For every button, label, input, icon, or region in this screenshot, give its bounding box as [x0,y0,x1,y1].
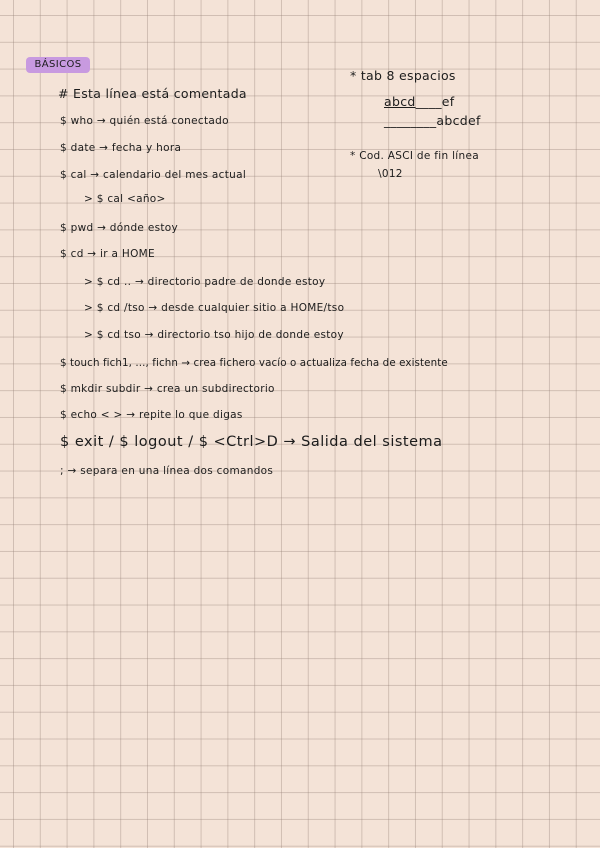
ascii-note: * Cod. ASCI de fin línea [350,150,479,162]
tab-example-1-end: ____ef [415,94,455,109]
cd-line: $ cd → ir a HOME [60,248,155,260]
tab-note: * tab 8 espacios [350,68,456,83]
tab-example-2-start: ________ [384,113,437,128]
exit-line: $ exit / $ logout / $ <Ctrl>D → Salida del sistema [60,434,443,450]
cal-line: $ cal → calendario del mes actual [60,169,247,181]
tab-example-1 [384,96,455,109]
cd-parent-line: > $ cd .. → directorio padre de donde estoy [84,276,326,288]
who-line: $ who → quién está conectado [60,115,229,127]
tab-example-1-start: abcd [384,94,416,109]
cal-year-line: > $ cal <año> [84,193,166,205]
comment-line: # Esta línea está comentada [58,86,247,101]
date-line: $ date → fecha y hora [60,142,182,154]
pwd-line: $ pwd → dónde estoy [60,222,179,234]
cd-abs-line: > $ cd /tso → desde cualquier sitio a HOME/tso [84,302,345,314]
tab-example-2 [384,115,481,128]
echo-line: $ echo < > → repite lo que digas [60,409,243,421]
ascii-value: \012 [378,168,403,180]
mkdir-line: $ mkdir subdir → crea un subdirectorio [60,383,275,395]
semicolon-line: ; → separa en una línea dos comandos [60,465,274,477]
cd-rel-line: > $ cd tso → directorio tso hijo de donde estoy [84,329,344,341]
section-badge: BÁSICOS [26,57,90,73]
touch-line: $ touch fich1, ..., fichn → crea fichero vacío o actualiza fecha de existente [60,357,448,369]
tab-example-2-end: abcdef [436,113,481,128]
